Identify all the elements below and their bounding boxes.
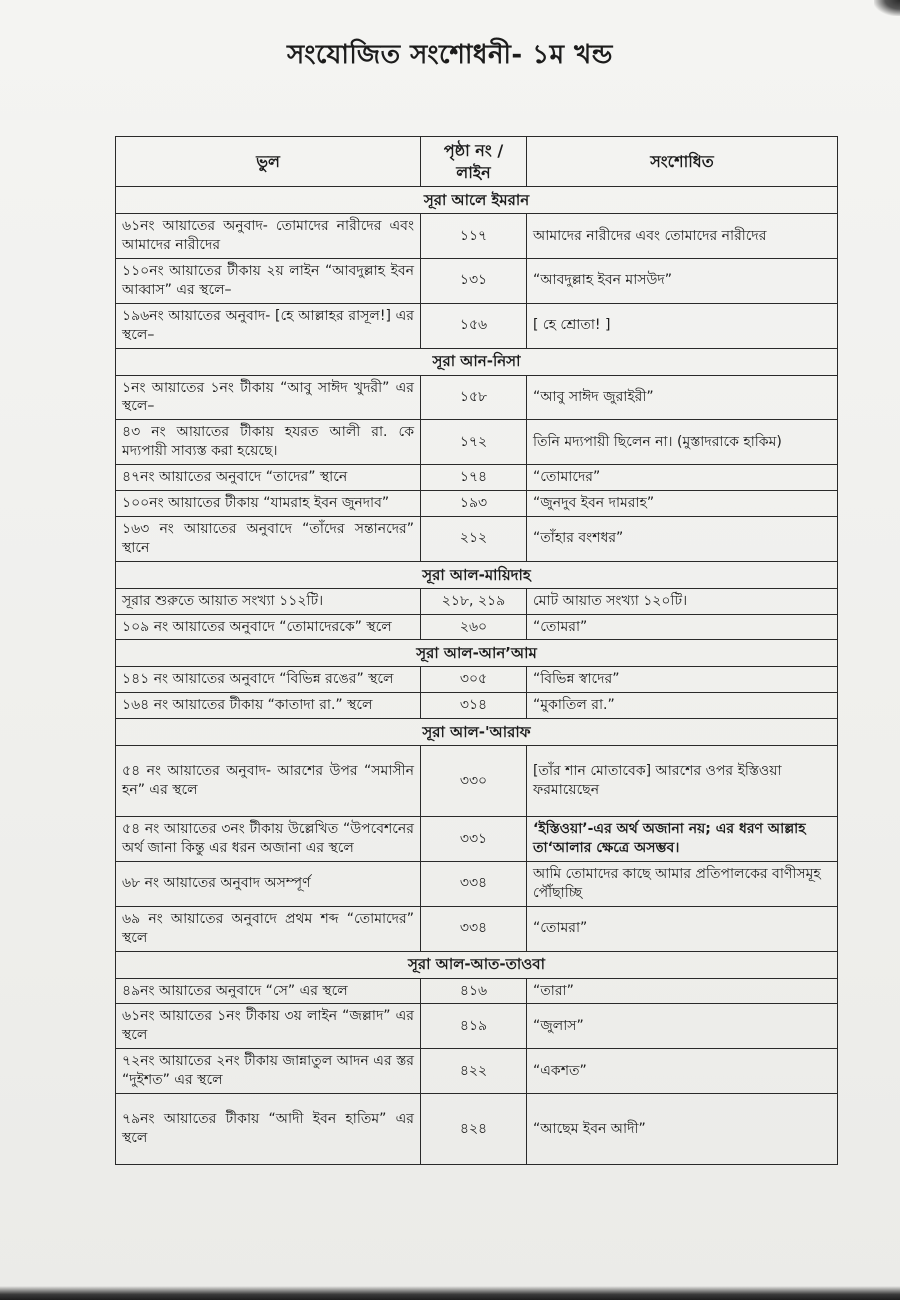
header-page: পৃষ্ঠা নং / লাইন (421, 137, 527, 187)
correction-cell: ‘ইস্তিওয়া’-এর অর্থ অজানা নয়; এর ধরণ আল্লাহ তা‘আলার ক্ষেত্রে অসম্ভব। (527, 817, 838, 862)
error-cell: ৭২নং আয়াতের ২নং টীকায় জান্নাতুল আদন এর স্তর “দুইশত” এর স্থলে (116, 1049, 421, 1094)
page-title: সংযোজিত সংশোধনী- ১ম খন্ড (287, 40, 613, 70)
page-bottom-edge (0, 1286, 900, 1300)
error-cell: ১৬৩ নং আয়াতের অনুবাদে “তাঁদের সন্তানদের” স্থানে (116, 516, 421, 561)
section-title: সূরা আল-আত-তাওবা (116, 951, 838, 978)
page-cell: ১৩১ (421, 258, 527, 303)
page-cell: ২৬০ (421, 614, 527, 640)
table-row (116, 420, 838, 465)
page-cell: ৩৩০ (421, 746, 527, 817)
error-cell: ১০০নং আয়াতের টীকায় “যামরাহ ইবন জুনদাব” (116, 490, 421, 516)
correction-cell: “একশত” (527, 1049, 838, 1094)
correction-cell: “তারা” (527, 978, 838, 1004)
table-row (116, 490, 838, 516)
table-row (116, 614, 838, 640)
table-row (116, 258, 838, 303)
correction-cell: “আছেম ইবন আদী” (527, 1094, 838, 1165)
table-row (116, 746, 838, 817)
section-header-row (116, 348, 838, 375)
table-row (116, 906, 838, 951)
page-cell: ৪১৬ (421, 978, 527, 1004)
section-title: সূরা আন-নিসা (116, 348, 838, 375)
error-cell: ১৪১ নং আয়াতের অনুবাদে “বিভিন্ন রঙের” স্থলে (116, 667, 421, 693)
page-cell: ৪১৯ (421, 1004, 527, 1049)
correction-cell: মোট আয়াত সংখ্যা ১২০টি। (527, 588, 838, 614)
section-header-row (116, 640, 838, 667)
error-cell: ১০৯ নং আয়াতের অনুবাদে “তোমাদেরকে” স্থলে (116, 614, 421, 640)
error-cell: ১১০নং আয়াতের টীকায় ২য় লাইন “আবদুল্লাহ ইবন আব্বাস” এর স্থলে– (116, 258, 421, 303)
error-cell: ৪৩ নং আয়াতের টীকায় হযরত আলী রা. কে মদ্যপায়ী সাব্যস্ত করা হয়েছে। (116, 420, 421, 465)
error-cell: ৬১নং আয়াতের ১নং টীকায় ৩য় লাইন “জল্লাদ” এর স্থলে (116, 1004, 421, 1049)
correction-cell: “আবদুল্লাহ ইবন মাসউদ” (527, 258, 838, 303)
section-header-row (116, 951, 838, 978)
section-title: সূরা আল-মায়িদাহ (116, 561, 838, 588)
page-cell: ৩৩৪ (421, 906, 527, 951)
error-cell: ১নং আয়াতের ১নং টীকায় “আবু সাঈদ খুদরী” এর স্থলে– (116, 375, 421, 420)
page-cell: ১৭৪ (421, 465, 527, 491)
page-cell: ৩৩১ (421, 817, 527, 862)
table-row (116, 1094, 838, 1165)
section-title: সূরা আল-আন’আম (116, 640, 838, 667)
correction-cell: আমাদের নারীদের এবং তোমাদের নারীদের (527, 214, 838, 259)
page-cell: ১৫৮ (421, 375, 527, 420)
corrections-table (115, 136, 838, 1165)
error-cell: ৪৯নং আয়াতের অনুবাদে “সে” এর স্থলে (116, 978, 421, 1004)
correction-cell: “জুলাস” (527, 1004, 838, 1049)
correction-cell: “তাঁহার বংশধর” (527, 516, 838, 561)
page-cell: ১৫৬ (421, 303, 527, 348)
error-cell: ১৬৪ নং আয়াতের টীকায় “কাতাদা রা.” স্থলে (116, 693, 421, 719)
page-cell: ৩০৫ (421, 667, 527, 693)
section-header-row (116, 187, 838, 214)
table-row (116, 1049, 838, 1094)
table-row (116, 375, 838, 420)
section-title: সূরা আলে ইমরান (116, 187, 838, 214)
table-row (116, 516, 838, 561)
page-cell: ২১৮, ২১৯ (421, 588, 527, 614)
correction-cell: “তোমরা” (527, 906, 838, 951)
table-row (116, 588, 838, 614)
correction-cell: “বিভিন্ন স্বাদের” (527, 667, 838, 693)
page-cell: ১৯৩ (421, 490, 527, 516)
table-row (116, 978, 838, 1004)
page-cell: ৪২৪ (421, 1094, 527, 1165)
error-cell: ১৯৬নং আয়াতের অনুবাদ- [হে আল্লাহর রাসূল!] এর স্থলে– (116, 303, 421, 348)
error-cell: সূরার শুরুতে আয়াত সংখ্যা ১১২টি। (116, 588, 421, 614)
page-cell: ১১৭ (421, 214, 527, 259)
table-row (116, 862, 838, 907)
correction-cell: [ হে শ্রোতা! ] (527, 303, 838, 348)
page-cell: ৩৩৪ (421, 862, 527, 907)
section-header-row (116, 719, 838, 746)
table-row (116, 303, 838, 348)
correction-cell: “জুনদুব ইবন দামরাহ” (527, 490, 838, 516)
correction-cell: “আবু সাঈদ জুরাইরী” (527, 375, 838, 420)
page-corner-shadow (874, 0, 900, 16)
table-row (116, 817, 838, 862)
error-cell: ৬৮ নং আয়াতের অনুবাদ অসম্পূর্ণ (116, 862, 421, 907)
page-cell: ৩১৪ (421, 693, 527, 719)
table-row (116, 1004, 838, 1049)
correction-cell: “তোমরা” (527, 614, 838, 640)
correction-cell: আমি তোমাদের কাছে আমার প্রতিপালকের বাণীসমূহ পৌঁছাচ্ছি (527, 862, 838, 907)
error-cell: ৬১নং আয়াতের অনুবাদ- তোমাদের নারীদের এবং আমাদের নারীদের (116, 214, 421, 259)
error-cell: ৫৪ নং আয়াতের ৩নং টীকায় উল্লেখিত “উপবেশনের অর্থ জানা কিন্তু এর ধরন অজানা এর স্থলে (116, 817, 421, 862)
correction-cell: তিনি মদ্যপায়ী ছিলেন না। (মুস্তাদরাকে হাকিম) (527, 420, 838, 465)
error-cell: ৭৯নং আয়াতের টীকায় “আদী ইবন হাতিম” এর স্থলে (116, 1094, 421, 1165)
header-correction: সংশোধিত (527, 137, 838, 187)
correction-cell: “তোমাদের” (527, 465, 838, 491)
header-error: ভুল (116, 137, 421, 187)
page-cell: ৪২২ (421, 1049, 527, 1094)
page-cell: ২১২ (421, 516, 527, 561)
error-cell: ৫৪ নং আয়াতের অনুবাদ- আরশের উপর “সমাসীন হন” এর স্থলে (116, 746, 421, 817)
correction-cell: [তাঁর শান মোতাবেক] আরশের ওপর ইস্তিওয়া ফরমায়েছেন (527, 746, 838, 817)
correction-cell: “মুকাতিল রা.” (527, 693, 838, 719)
error-cell: ৪৭নং আয়াতের অনুবাদে “তাদের” স্থানে (116, 465, 421, 491)
table-row (116, 667, 838, 693)
section-header-row (116, 561, 838, 588)
table-body (116, 187, 838, 1165)
table-row (116, 465, 838, 491)
table-row (116, 214, 838, 259)
table-row (116, 693, 838, 719)
table-header-row (116, 137, 838, 187)
section-title: সূরা আল-'আরাফ (116, 719, 838, 746)
page-cell: ১৭২ (421, 420, 527, 465)
error-cell: ৬৯ নং আয়াতের অনুবাদে প্রথম শব্দ “তোমাদের” স্থলে (116, 906, 421, 951)
